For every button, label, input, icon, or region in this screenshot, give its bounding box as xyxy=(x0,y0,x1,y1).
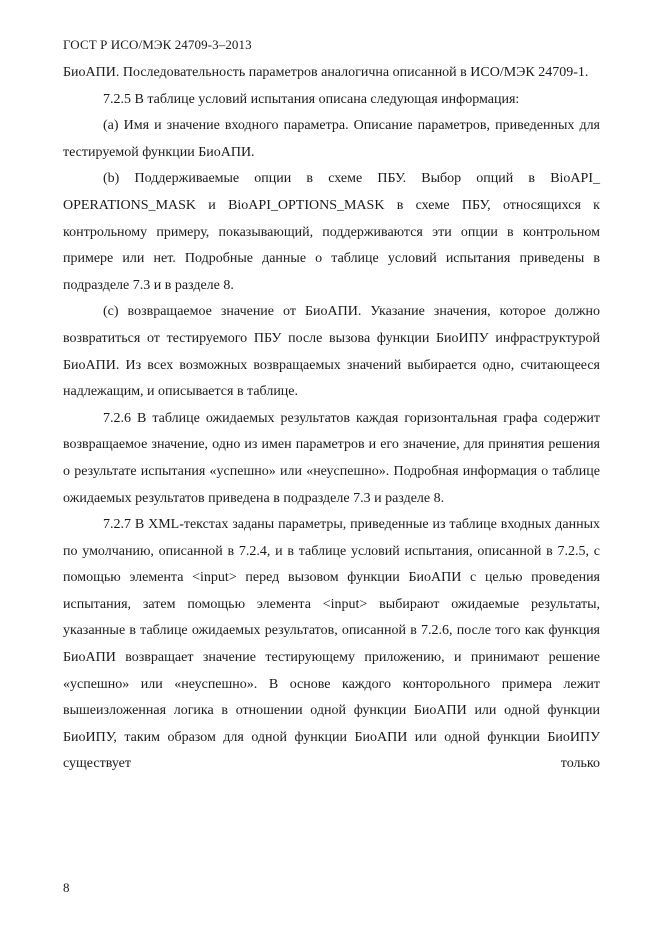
paragraph-item-b: (b) Поддерживаемые опции в схеме ПБУ. Выбор опций в BioAPI_ OPERATIONS_MASK и BioAPI_OPTIONS_MASK в схеме ПБУ, относящихся к контрольному примеру, показывающий, поддерживаются эти опции в контрольном примере или нет. Подробные данные о таблице условий испытания приведены в подразделе 7.3 и в разделе 8. xyxy=(63,171,600,293)
paragraph-item-c: (с) возвращаемое значение от БиоАПИ. Указание значения, которое должно возвратиться от тестируемого ПБУ после вызова функции БиоИПУ инфраструктурой БиоАПИ. Из всех возможных возвращаемых значений выбирается одно, считающееся надлежащим, и описывается в таблице. xyxy=(63,304,600,400)
paragraph-item-a: (а) Имя и значение входного параметра. Описание параметров, приведенных для тестируемой функции БиоАПИ. xyxy=(63,118,600,160)
document-page xyxy=(63,36,600,778)
paragraph-7-2-5: 7.2.5 В таблице условий испытания описана следующая информация: xyxy=(103,91,520,107)
paragraph-continuation: БиоАПИ. Последовательность параметров аналогична описанной в ИСО/МЭК 24709-1. xyxy=(63,65,589,80)
page-number: 8 xyxy=(63,880,70,895)
document-body xyxy=(63,60,600,778)
paragraph-7-2-7: 7.2.7 В XML-текстах заданы параметры, приведенные из таблице входных данных по умолчанию, описанной в 7.2.4, и в таблице условий испытания, описанной в 7.2.5, с помощью элемента <input> перед вызовом функции БиоАПИ с целью проведения испытания, затем помощью элемента <input> выбирают ожидаемые результаты, указанные в таблице ожидаемых результатов, описанной в 7.2.6, после того как функция БиоАПИ возвращает значение тестирующему приложению, и принимают решение «успешно» или «неуспешно». В основе каждого конторольного примера лежит вышеизложенная логика в отношении одной функции БиоАПИ или одной функции БиоИПУ, таким образом для одной функции БиоАПИ или одной функции БиоИПУ существует только xyxy=(63,517,600,772)
document-header: ГОСТ Р ИСО/МЭК 24709-3–2013 xyxy=(63,37,252,52)
paragraph-7-2-6: 7.2.6 В таблице ожидаемых результатов каждая горизонтальная графа содержит возвращаемое значение, одно из имен параметров и его значение, для принятия решения о результате испытания «успешно» или «неуспешно». Подробная информация о таблице ожидаемых результатов приведена в подразделе 7.3 и разделе 8. xyxy=(63,410,600,506)
